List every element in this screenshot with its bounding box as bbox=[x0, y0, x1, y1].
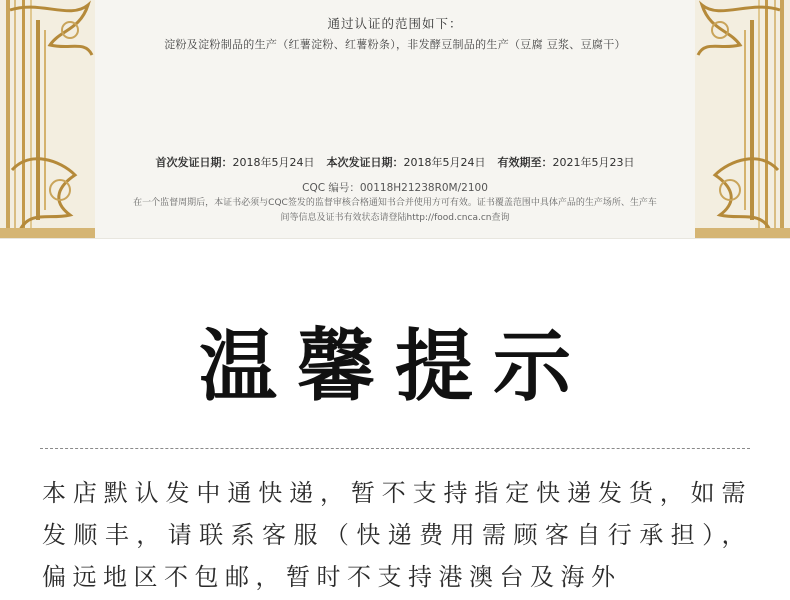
dashed-divider bbox=[40, 448, 750, 449]
valid-until-value: 2021年5月23日 bbox=[552, 156, 635, 169]
issue-dates bbox=[95, 154, 695, 170]
cqc-code-value: 00118H21238R0M/2100 bbox=[359, 182, 488, 194]
first-issue-label: 首次发证日期： bbox=[155, 156, 233, 169]
valid-until-label: 有效期至： bbox=[497, 156, 553, 169]
scope-title: 通过认证的范围如下： bbox=[327, 16, 463, 31]
gold-ornament-border-left bbox=[0, 0, 95, 238]
certificate-note-line1: 在一个监督周期后，本证书必须与CQC签发的监督审核合格通知书合并使用方可有效。证书覆盖范围中具体产品的生产场所、生产车 bbox=[133, 198, 657, 208]
certificate-image bbox=[0, 0, 790, 239]
certificate-note-line2: 间等信息及证书有效状态请登陆http://food.cnca.cn查询 bbox=[280, 213, 510, 223]
scope-text: 淀粉及淀粉制品的生产（红薯淀粉、红薯粉条），非发酵豆制品的生产（豆腐 豆浆、豆腐干） bbox=[164, 38, 626, 51]
cqc-code bbox=[95, 180, 695, 195]
gold-ornament-border-right bbox=[695, 0, 790, 238]
notice-body: 本店默认发中通快递，暂不支持指定快递发货，如需发顺丰，请联系客服（快递费用需顾客自行承担），偏远地区不包邮，暂时不支持港澳台及海外 bbox=[42, 479, 752, 591]
cqc-code-label: CQC 编号： bbox=[302, 182, 360, 194]
current-issue-value: 2018年5月24日 bbox=[403, 156, 486, 169]
certificate-note bbox=[107, 196, 683, 226]
certificate-text-area bbox=[95, 0, 695, 238]
first-issue-value: 2018年5月24日 bbox=[232, 156, 315, 169]
current-issue-label: 本次发证日期： bbox=[326, 156, 404, 169]
notice-title: 温馨提示 bbox=[198, 321, 591, 412]
